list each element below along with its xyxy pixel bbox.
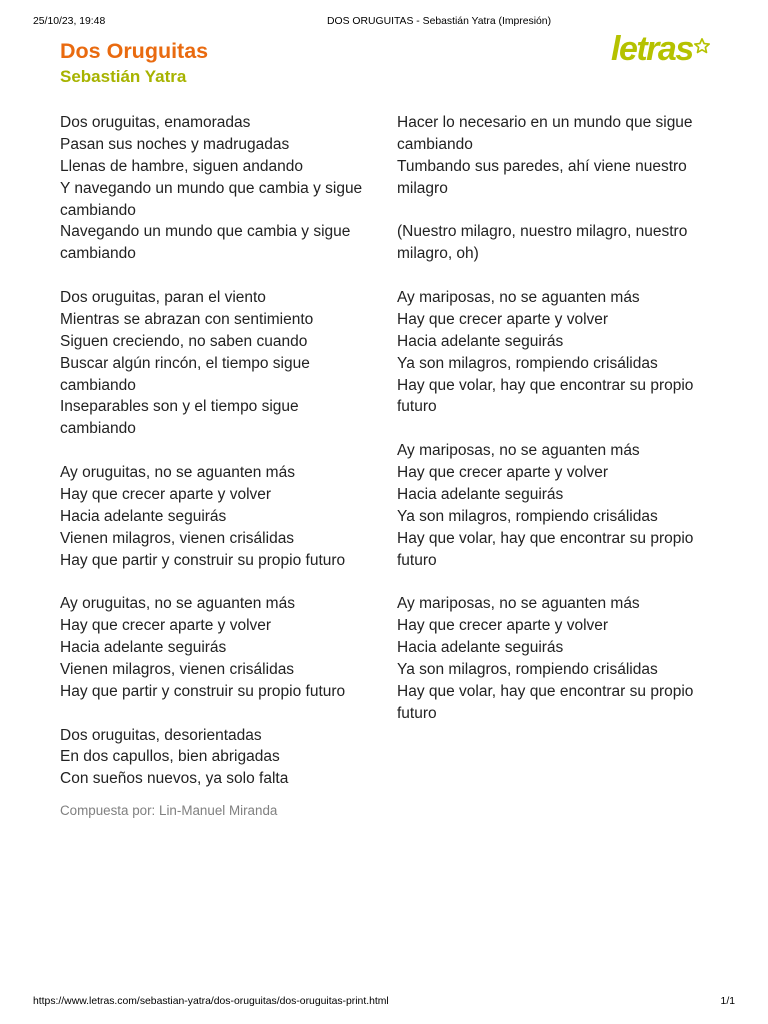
lyric-line: Ya son milagros, rompiendo crisálidas [397,354,658,372]
print-page-title: DOS ORUGUITAS - Sebastián Yatra (Impresión) [327,16,552,27]
stanza [397,440,707,571]
stanza [60,593,370,702]
stanza [60,462,370,571]
lyric-line: Hacia adelante seguirás [397,639,564,656]
lyric-line: Hacer lo necesario en un mundo que sigue cambiando [397,114,693,153]
lyric-line: Hay que crecer aparte y volver [60,617,272,635]
lyric-line: Hay que crecer aparte y volver [397,310,609,328]
lyric-line: Y navegando un mundo que cambia y sigue cambiando [60,179,363,219]
lyric-line: Ay mariposas, no se aguanten más [397,595,640,613]
stanza [397,287,707,418]
lyric-line: En dos capullos, bien abrigadas [60,748,280,766]
star-icon [693,37,711,55]
lyrics-right-column [397,112,707,725]
artist-name: Sebastián Yatra [60,66,187,86]
lyric-line: Ay mariposas, no se aguanten más [397,289,640,306]
lyric-line: Ay oruguitas, no se aguanten más [60,595,295,613]
lyric-line: Vienen milagros, vienen crisálidas [60,660,295,678]
lyric-line: Hay que crecer aparte y volver [397,464,609,481]
lyric-line: Hay que volar, hay que encontrar su propio futuro [397,529,694,569]
lyric-line: Hay que partir y construir su propio futuro [60,682,346,700]
lyric-line: Navegando un mundo que cambia y sigue cambiando [60,223,351,263]
lyric-line: Hay que partir y construir su propio futuro [60,551,346,569]
lyrics [60,112,710,832]
lyric-line: Con sueños nuevos, ya solo falta [60,770,289,788]
lyric-line: Hacia adelante seguirás [397,332,564,350]
lyric-line: Ya son milagros, rompiendo crisálidas [397,660,658,678]
lyric-line: Inseparables son y el tiempo sigue cambiando [60,398,299,438]
stanza [60,112,370,265]
stanza [60,725,370,791]
page-number: 1/1 [720,996,735,1007]
lyric-line: Ay oruguitas, no se aguanten más [60,464,295,481]
lyrics-left-column [60,112,370,820]
lyric-line: Mientras se abrazan con sentimiento [60,310,314,328]
lyric-line: Ya son milagros, rompiendo crisálidas [397,507,658,525]
composer-credit: Compuesta por: Lin-Manuel Miranda [60,803,278,819]
lyric-line: Hacia adelante seguirás [60,639,227,656]
stanza-list [397,112,707,725]
stanza [60,287,370,440]
lyric-line: Vienen milagros, vienen crisálidas [60,529,295,547]
lyric-line: Dos oruguitas, paran el viento [60,289,266,306]
lyric-line: Siguen creciendo, no saben cuando [60,332,308,350]
lyric-line: Hay que crecer aparte y volver [397,617,609,635]
lyric-line: Dos oruguitas, desorientadas [60,726,262,744]
lyric-line: Buscar algún rincón, el tiempo sigue cambiando [60,354,310,394]
lyric-line: Llenas de hambre, siguen andando [60,157,304,175]
song-title: Dos Oruguitas [60,39,209,63]
logo-wordmark: letras [611,30,693,68]
lyric-line: Ay mariposas, no se aguanten más [397,442,640,460]
stanza [397,112,707,200]
print-url: https://www.letras.com/sebastian-yatra/dos-oruguitas/dos-oruguitas-print.html [33,996,389,1007]
lyric-line: (Nuestro milagro, nuestro milagro, nuestro milagro, oh) [397,223,688,263]
lyric-line: Hacia adelante seguirás [397,485,564,503]
lyric-line: Hay que volar, hay que encontrar su propio futuro [397,682,694,722]
stanza [397,221,707,265]
lyric-line: Pasan sus noches y madrugadas [60,135,290,153]
stanza [397,593,707,724]
lyric-line: Hay que crecer aparte y volver [60,485,272,503]
lyric-line: Hacia adelante seguirás [60,507,227,525]
print-datetime: 25/10/23, 19:48 [33,16,106,27]
letras-logo[interactable] [611,30,711,70]
stanza-list [60,112,370,790]
lyric-line: Dos oruguitas, enamoradas [60,114,251,131]
lyric-line: Tumbando sus paredes, ahí viene nuestro milagro [397,157,687,197]
lyric-line: Hay que volar, hay que encontrar su propio futuro [397,376,694,416]
